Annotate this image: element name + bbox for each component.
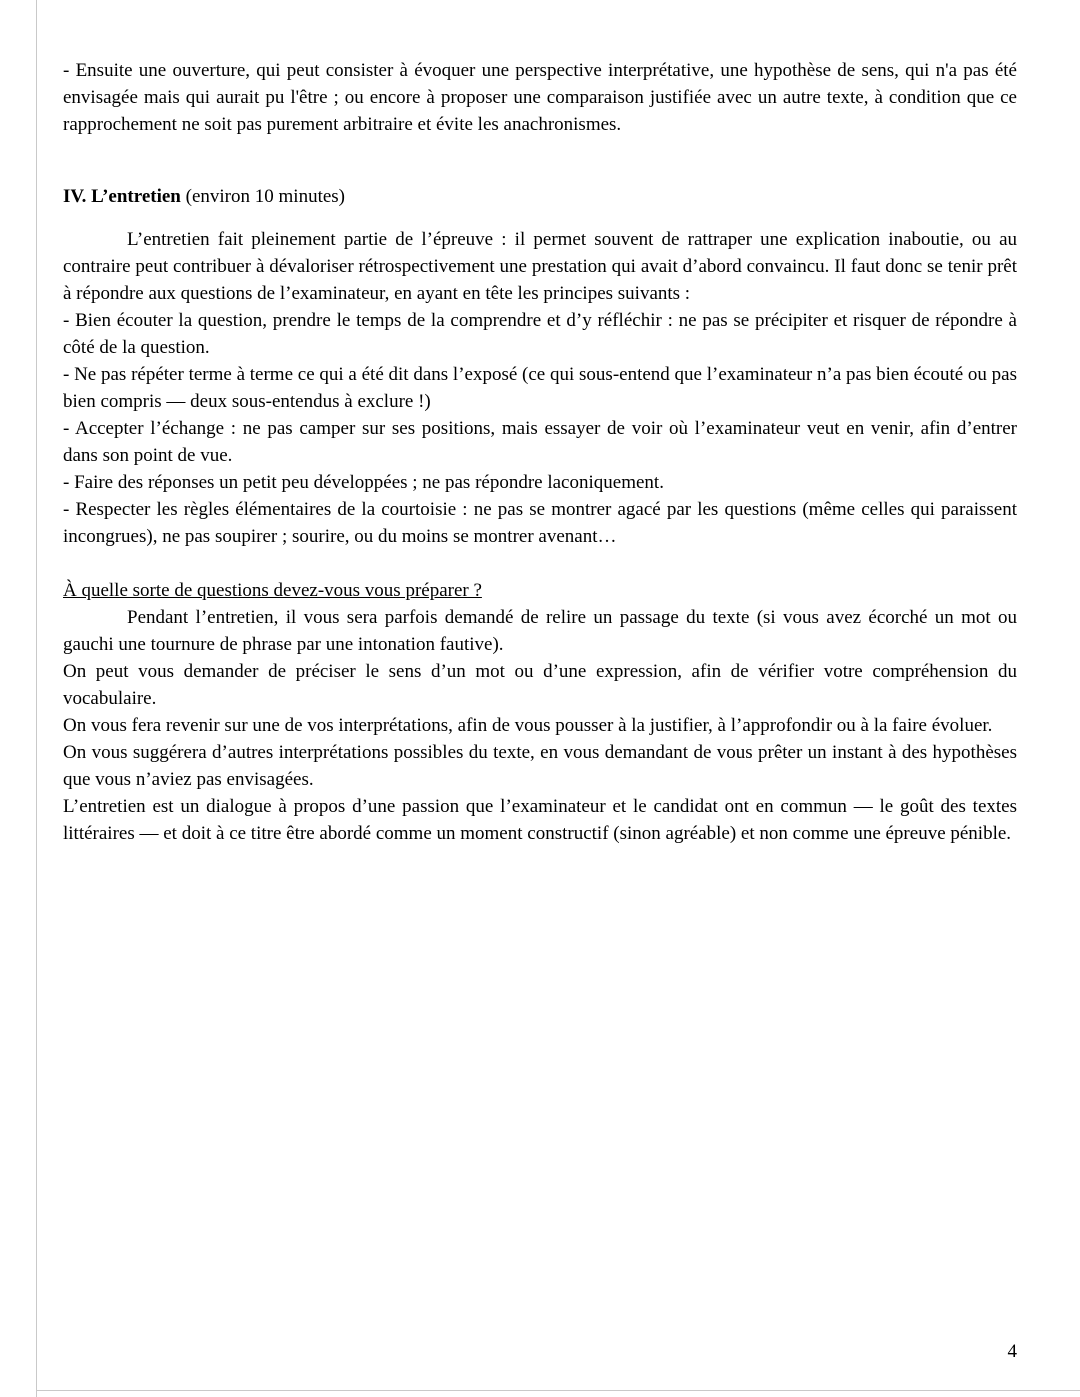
section-heading-title: IV. L’entretien: [63, 186, 181, 207]
page-number: 4: [1007, 1341, 1017, 1362]
question-paragraph-1: Pendant l’entretien, il vous sera parfois demandé de relire un passage du texte (si vous avez écorché un mot ou gauchi une tournure de phrase par une intonation fautive).: [63, 607, 1017, 655]
principle-item-2: - Ne pas répéter terme à terme ce qui a été dit dans l’exposé (ce qui sous-entend que l’examinateur n’a pas bien écouté ou pas bien compris — deux sous-entendus à exclure !): [63, 364, 1017, 412]
principle-item-1: - Bien écouter la question, prendre le temps de la comprendre et d’y réfléchir : ne pas se précipiter et risquer de répondre à côté de la question.: [63, 310, 1017, 358]
question-paragraph-5: L’entretien est un dialogue à propos d’une passion que l’examinateur et le candidat ont en commun — le goût des textes littéraires — et doit à ce titre être abordé comme un moment constructif (sinon agréable) et non comme une épreuve pénible.: [63, 796, 1017, 844]
principle-item-5: - Respecter les règles élémentaires de la courtoisie : ne pas se montrer agacé par les questions (même celles qui paraissent incongrues), ne pas soupirer ; sourire, ou du moins se montrer avenant…: [63, 499, 1017, 547]
section-heading-entretien: [63, 183, 1017, 210]
paragraph-entretien-intro: L’entretien fait pleinement partie de l’épreuve : il permet souvent de rattraper une explication inaboutie, ou au contraire peut contribuer à dévaloriser rétrospectivement une prestation qui avait d’abord convaincu. Il faut donc se tenir prêt à répondre aux questions de l’examinateur, en ayant en tête les principes suivants :: [63, 229, 1017, 304]
question-paragraph-2: On peut vous demander de préciser le sens d’un mot ou d’une expression, afin de vérifier votre compréhension du vocabulaire.: [63, 661, 1017, 709]
section-heading-duration: (environ 10 minutes): [180, 186, 345, 207]
principle-item-4: - Faire des réponses un petit peu développées ; ne pas répondre laconiquement.: [63, 472, 664, 493]
question-paragraph-4: On vous suggérera d’autres interprétations possibles du texte, en vous demandant de vous prêter un instant à des hypothèses que vous n’aviez pas envisagées.: [63, 742, 1017, 790]
questions-heading: [63, 577, 1017, 604]
questions-heading-text: À quelle sorte de questions devez-vous vous préparer ?: [63, 580, 482, 601]
principle-item-3: - Accepter l’échange : ne pas camper sur ses positions, mais essayer de voir où l’examinateur veut en venir, afin d’entrer dans son point de vue.: [63, 418, 1017, 466]
document-content: [63, 57, 1017, 847]
paragraph-ouverture: - Ensuite une ouverture, qui peut consister à évoquer une perspective interprétative, une hypothèse de sens, qui n'a pas été envisagée mais qui aurait pu l'être ; ou encore à proposer une comparaison justifiée avec un autre texte, à condition que ce rapprochement ne soit pas purement arbitraire et évite les anachronismes.: [63, 60, 1017, 135]
page-edge-left: [36, 0, 37, 1397]
question-paragraph-3: On vous fera revenir sur une de vos interprétations, afin de vous pousser à la justifier, à l’approfondir ou à la faire évoluer.: [63, 715, 993, 736]
page-edge-bottom: [36, 1390, 1080, 1391]
